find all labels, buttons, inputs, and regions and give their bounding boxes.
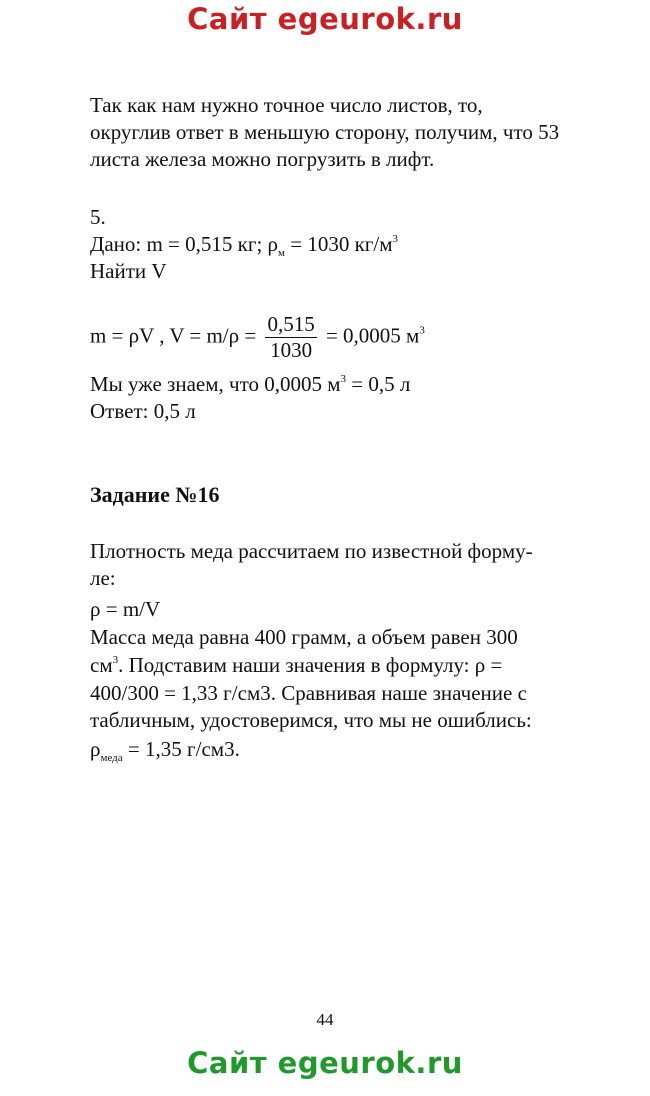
fraction [265,312,316,363]
task-5-formula: m = ρV , V = m/ρ = $\frac{0,515}{1030}$ = 0,0005 $м^3$ [90,312,425,362]
task-5-given: Дано: m = 0,515 кг; $\rho_м = 1030$ $кг/м^3$ [90,232,399,259]
task-5-number: 5. [90,205,106,229]
intro-line-1: Так как нам нужно точное число листов, то, [90,93,483,117]
task-5-answer: Ответ: 0,5 л [90,399,196,423]
task-16-p2-line-4: табличным, удостоверимся, что мы не ошиблись: [90,708,532,732]
task-5-find: Найти V [90,259,167,283]
task-16-heading: Задание №16 [90,482,220,507]
task-16-formula: ρ = m/V [90,597,161,621]
fraction-numerator: 0,515 [267,312,315,336]
watermark-top: Сайт egeurok.ru [187,2,463,36]
intro-line-3: листа железа можно погрузить в лифт. [90,147,435,171]
intro-line-2: округлив ответ в меньшую сторону, получим, что 53 [90,120,560,144]
fraction-denominator: 1030 [270,338,313,362]
task-16-p1-line-2: ле: [90,566,116,590]
task-16-p2-line-2: $см^3$. Подставим наши значения в формулу: ρ = [90,653,503,677]
watermark-bottom: Сайт egeurok.ru [187,1046,463,1080]
task-16-p2-line-5: $\rho_{меда} = 1,35$ г/см3. [90,737,240,764]
page-number: 44 [316,1010,334,1029]
task-16-p2-line-3: 400/300 = 1,33 г/см3. Сравнивая наше значение с [90,681,527,705]
task-16-p1-line-1: Плотность меда рассчитаем по известной форму- [90,539,533,563]
task-5-known: Мы уже знаем, что 0,0005 $м^3 = 0,5$ л [90,372,411,396]
task-16-p2-line-1: Масса меда равна 400 грамм, а объем равен 300 [90,625,518,649]
